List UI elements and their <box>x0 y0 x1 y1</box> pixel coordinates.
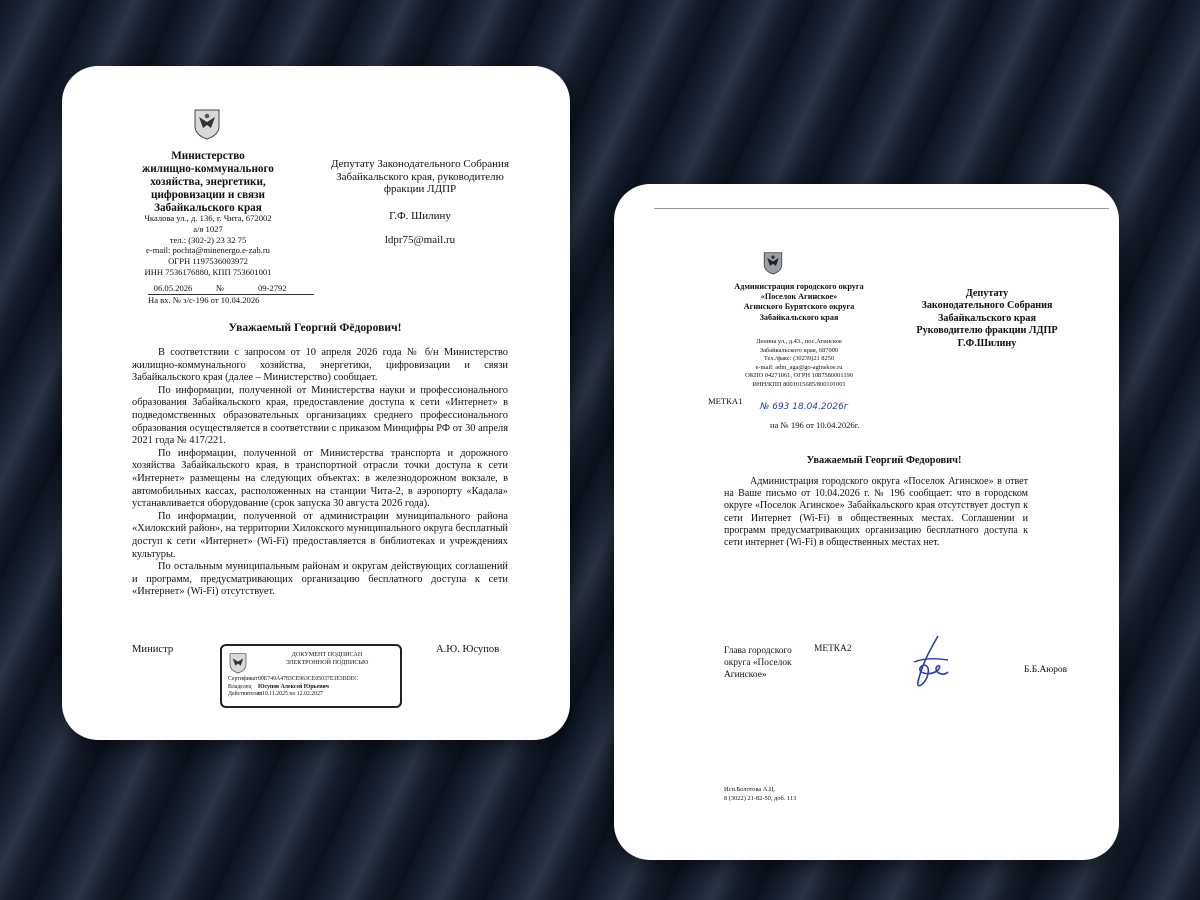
sender-address-line: ОКПО 04271061, ОГРН 1087580001190 <box>745 372 853 380</box>
owner-value: Юсупов Алексей Юрьевич <box>258 683 329 690</box>
sender-name-line: Министерство <box>171 150 245 162</box>
sender-address-line: Ленина ул., д.43., пос.Агинское <box>756 338 842 345</box>
recipient-line: Законодательного Собрания <box>921 300 1053 312</box>
recipient-line: фракции ЛДПР <box>383 183 457 196</box>
recipient-line: Депутату <box>965 288 1009 299</box>
cert-value: 00E749A4783CE963CE05037E3E3BDEC <box>258 676 359 682</box>
stamp-line: ДОКУМЕНТ ПОДПИСАН <box>291 651 363 658</box>
recipient-line: Руководителю фракции ЛДПР <box>916 325 1058 337</box>
letter-body <box>724 476 1028 549</box>
recipient-block <box>300 158 540 247</box>
sender-address-line: ОГРН 1197536003972 <box>168 256 248 267</box>
signer-line: Агинское» <box>724 669 767 680</box>
coat-of-arms-icon <box>762 250 784 276</box>
body-paragraph: По информации, полученной от администрации муниципального района «Хилокский район», на территории Хилокского муниципального округа бесплатный доступ к сети «Интернет» (Wi-Fi) предоставляется в библиотеках и учреждениях культуры. <box>132 510 508 560</box>
marker-2: МЕТКА2 <box>814 644 852 654</box>
sender-address-line: а/я 1027 <box>193 223 223 234</box>
executor-block <box>724 786 796 803</box>
valid-value: с 19.11.2025 по 12.02.2027 <box>258 691 323 698</box>
recipient-line: Забайкальского края <box>937 312 1037 324</box>
sender-address-line: Забайкальского края, 687000 <box>759 346 839 354</box>
handwritten-signature <box>908 632 958 694</box>
sender-address-block <box>714 338 884 390</box>
recipient-line: Г.Ф.Шилину <box>957 337 1017 349</box>
recipient-line: Депутату Законодательного Собрания <box>330 158 510 170</box>
recipient-line: Забайкальского края, руководителю <box>336 170 504 183</box>
top-rule <box>654 208 1109 209</box>
sender-name-line: Забайкальского края <box>759 312 839 322</box>
stamp-line: ЭЛЕКТРОННОЙ ПОДПИСЬЮ <box>285 659 369 666</box>
sender-name-line: хозяйства, энергетики, <box>150 176 266 188</box>
reg-number: 09-2792 <box>257 283 287 293</box>
owner-label: Владелец <box>228 683 252 690</box>
incoming-reference: на № 196 от 10.04.2026г. <box>770 420 860 430</box>
sender-address-line: ИНН 7536176880, КПП 753601001 <box>144 266 272 277</box>
sender-address-line: Чкалова ул., д. 136, г. Чита, 672002 <box>144 213 272 223</box>
salutation: Уважаемый Георгий Федорович! <box>806 455 962 466</box>
recipient-name: Г.Ф. Шилину <box>389 209 451 222</box>
sender-address-line: e-mail: adm_aga@go-aginskoe.ru <box>755 363 843 371</box>
sender-address-line: e-mail: pochta@minenergo.e-zab.ru <box>146 245 270 256</box>
body-paragraph: Администрация городского округа «Поселок Агинское» в ответ на Ваше письмо от 10.04.2026 г. № 196 сообщает: что в городском округе «Поселок Агинское» Забайкальского края отсутствует доступ к сети Интернет (Wi-Fi) в общественных местах. Соглашении и программ предусматривающих организацию бесплатного доступа к сети интернет (Wi-Fi) в общественных местах нет. <box>724 476 1028 549</box>
incoming-reference: На вх. № з/с-196 от 10.04.2026 <box>148 294 260 305</box>
letter-body <box>132 347 508 599</box>
signer-line: Глава городского <box>724 646 792 656</box>
sender-name-line: «Поселок Агинское» <box>760 292 838 302</box>
signer-line: округа «Поселок <box>724 657 792 668</box>
sender-address-line: Тел./факс: (30239)21 8250 <box>763 355 835 363</box>
registration-block <box>148 283 318 305</box>
stamp-crest-icon <box>228 652 248 674</box>
left-letter <box>62 66 570 740</box>
sender-address-line: ИНН/КПП 8001015685/800101001 <box>752 380 846 388</box>
sender-name-line: цифровизации и связи <box>151 189 265 201</box>
sender-name-line: Забайкальского края <box>154 202 262 214</box>
valid-label: Действителен <box>228 691 263 698</box>
signer-block <box>724 646 792 681</box>
marker-1: МЕТКА1 <box>708 396 743 406</box>
sender-name-line: Администрация городского округа <box>734 282 864 291</box>
recipient-email: ldpr75@mail.ru <box>384 234 456 247</box>
salutation: Уважаемый Георгий Фёдорович! <box>228 321 402 334</box>
sender-block <box>714 282 884 323</box>
executor-line: Исп.Болотова А.Ц. <box>724 786 776 793</box>
body-paragraph: По информации, полученной от Министерства науки и профессионального образования Забайкальского края, предоставление доступа к сети «Интернет» в подведомственных образовательных организациях среднего профессионального образования осуществляется в соответствии с приказом Минцифры РФ от 30 апреля 2021 года № 417/221. <box>132 384 508 447</box>
executor-line: 8 (3022) 21-82-50, доб. 113 <box>724 794 797 802</box>
body-paragraph: В соответствии с запросом от 10 апреля 2026 года № б/н Министерство жилищно-коммунального хозяйства, энергетики, цифровизации и связи Забайкальского края (далее – Министерство) сообщает. <box>132 347 508 384</box>
sender-name-line: жилищно-коммунального <box>142 163 274 175</box>
electronic-signature-stamp <box>220 644 402 708</box>
signer-name: А.Ю. Юсупов <box>436 644 500 655</box>
body-paragraph: По информации, полученной от Министерства транспорта и дорожного хозяйства Забайкальского края, в транспортной отрасли точки доступа к сети «Интернет» размещены на следующих объектах: в железнодорожном вокзале, в автомобильных кассах, расположенных на станции Чита-2, в аэропорту «Кадала» устанавливается оборудование (срок запуска 30 августа 2026 года). <box>132 447 508 510</box>
sender-block <box>110 150 306 215</box>
cert-label: Сертификат <box>228 676 258 682</box>
handwritten-registration: № 693 18.04.2026г <box>760 402 849 412</box>
reg-date: 06.05.2026 <box>153 283 193 293</box>
recipient-block <box>882 288 1092 350</box>
signer-name: Б.Б.Аюров <box>1024 665 1068 675</box>
body-paragraph: По остальным муниципальным районам и округам действующих соглашений и программ, предусматривающих организацию бесплатного доступа к сети «Интернет» (Wi-Fi) отсутствует. <box>132 561 508 598</box>
reg-no-label: № <box>216 283 225 293</box>
sender-name-line: Агинского Бурятского округа <box>743 302 855 312</box>
sender-address-block <box>110 213 306 278</box>
coat-of-arms-icon <box>192 108 222 140</box>
right-letter <box>614 184 1119 860</box>
signer-title: Министр <box>132 644 174 655</box>
sender-address-line: тел.: (302-2) 23 32 75 <box>169 234 247 245</box>
